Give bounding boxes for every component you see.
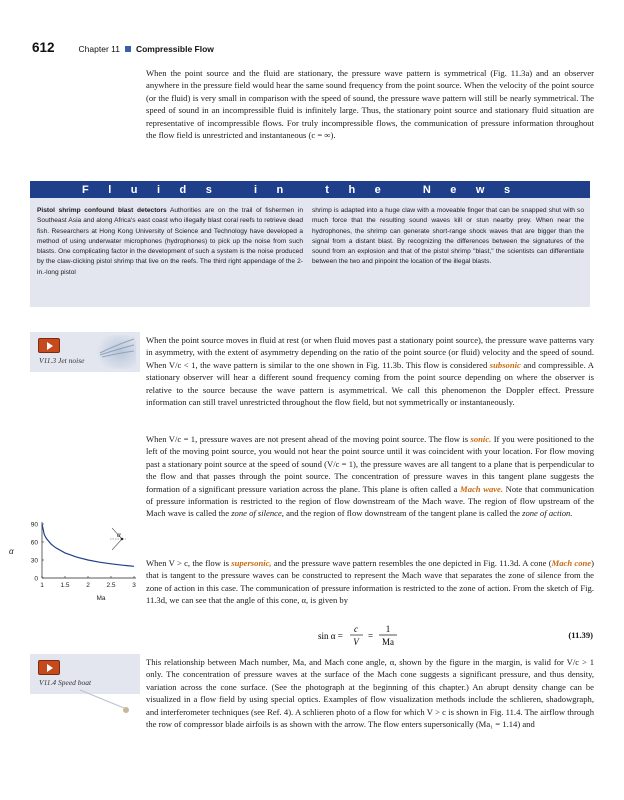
mach-angle-chart <box>0 512 140 607</box>
term-sonic: sonic. <box>470 434 492 444</box>
paragraph-1: When the point source and the fluid are stationary, the pressure wave pattern is symmetrical (Fig. 11.3a) and an observer anywhere in the pressure field would hear the same sound frequency from the point source. When the velocity of the point source (or the fluid) is very small in comparison with the speed of sound, the pressure wave pattern will still be nearly symmetrical. The speed of sound in an incompressible fluid is infinitely large. Thus, the stationary point source and stationary fluid situation are representative of incompressible flows. For truly incompressible flows, the communication of pressure information throughout the flow field is unrestricted and instantaneous (c = ∞). <box>146 68 594 141</box>
video-sidebar-jet-noise[interactable] <box>30 332 140 372</box>
chart-y-tick-label: 60 <box>30 539 38 547</box>
news-column-1 <box>37 206 303 278</box>
term-mach-wave: Mach wave. <box>460 483 504 494</box>
paragraph-2-text-b: and compressible. A stationary observer will hear a different sound frequency coming from the point source depending on where the observer is relative to the source because the wave pattern is asymmetrical. We call this phenomenon the Doppler effect. Pressure information can still travel unrestricted throughout the flow field, but not symmetrically or instantaneously. <box>146 359 595 408</box>
chapter-heading <box>79 44 214 54</box>
equation-den-1: V <box>353 637 359 647</box>
paragraph-4-text-b: and the pressure wave pattern resembles the one depicted in Fig. 11.3d. A cone ( <box>271 558 552 568</box>
play-icon[interactable] <box>38 338 60 353</box>
paragraph-2 <box>146 334 594 408</box>
paragraph-4-text-c: ) that is tangent to the pressure waves can be constructed to represent the Mach wave that separates the zone of silence from the zone of action in this case. The communication of pressure information is restricted to the zone of action. From the sketch of Fig. 11.3d, we can see that the angle of this cone, α, is given by <box>146 558 594 606</box>
inset-alpha-label: α <box>117 532 121 539</box>
term-supersonic: supersonic, <box>231 558 272 568</box>
chart-series-line <box>42 524 134 566</box>
paragraph-3-text-c: Note that communication of pressure information is restricted to the region of flow downstream of the Mach wave. The region of flow upstream of the Mach wave is called the <box>146 483 594 519</box>
news-box <box>30 198 590 307</box>
news-column-2: shrimp is adapted into a huge claw with a moveable finger that can be snapped shut with so much force that the resulting sound waves kill or stun nearby prey. When near the hydrophones, the shrimp can generate short-range shock waves that are bigger than the signal from a distant blast. By recognizing the differences between the signatures of the sound from an explosion and that of the pistol shrimp "blast," the scientists can differentiate between the two and pinpoint the location of the illegal blasts. <box>312 207 584 266</box>
chart-x-tick-label: 1.5 <box>60 582 70 589</box>
chart-x-tick-label: 2.5 <box>106 582 116 589</box>
news-headline: Pistol shrimp confound blast detectors <box>37 207 167 214</box>
page-header <box>32 40 214 56</box>
mach-cone-inset <box>110 528 126 550</box>
term-zone-of-silence: zone of silence, <box>231 508 284 519</box>
inset-cone-lower <box>112 539 122 550</box>
equation-equals: = <box>368 631 374 641</box>
inset-source-dot <box>121 538 123 540</box>
paragraph-3-text-b: If you were positioned to the left of the moving point source, you would not hear the point source until it was coincident with your location. For flow moving past a stationary point source at the speed of sound (V/c = 1), the pressure waves are all tangent to a plane that is perpendicular to the flow and that passes through the point source. The concentration of pressure waves in this tangent plane suggests the formation of a significant pressure variation across the plane. This plane is often called a <box>146 434 594 494</box>
chart-y-label: α <box>9 547 14 556</box>
chart-y-tick-label: 90 <box>30 521 38 529</box>
equation-11-39 <box>145 622 593 650</box>
paragraph-4-text-a: When V > c, the flow is <box>146 558 232 568</box>
chapter-title: Compressible Flow <box>135 44 214 54</box>
paragraph-3 <box>146 433 594 520</box>
equation-number: (11.39) <box>568 630 593 640</box>
term-zone-of-action: zone of action. <box>522 508 573 519</box>
chart-y-tick-label: 0 <box>34 575 38 583</box>
paragraph-2-text-a: When the point source moves in fluid at rest (or when fluid moves past a stationary point source), the pressure wave patterns vary in asymmetry, with the extent of asymmetry depending on the ratio of the point source (or fluid) velocity and the speed of sound. When V/c < 1, the wave pattern is similar to the one shown in Fig. 11.3b. This flow is considered <box>146 335 594 370</box>
equation-den-2: Ma <box>382 637 394 647</box>
paragraph-3-text-d: and the region of flow downstream of the tangent plane is called the <box>283 508 523 519</box>
speed-boat-thumbnail <box>78 684 142 720</box>
chart-x-tick-label: 2 <box>86 582 90 589</box>
chart-y-tick-label: 30 <box>30 557 38 565</box>
page-number: 612 <box>32 40 55 55</box>
jet-noise-thumbnail <box>96 335 136 369</box>
equation-num-2: 1 <box>385 624 391 634</box>
video-label: V11.4 Speed boat <box>39 678 92 687</box>
equation-num-1: c <box>354 624 358 634</box>
chart-x-label: Ma <box>96 595 106 602</box>
chart-x-tick-label: 3 <box>132 582 136 589</box>
video-label: V11.3 Jet noise <box>39 356 85 365</box>
news-banner <box>30 181 590 198</box>
play-icon[interactable] <box>38 660 60 675</box>
paragraph-4 <box>146 557 594 607</box>
term-mach-cone: Mach cone <box>551 558 592 568</box>
term-subsonic: subsonic <box>489 359 521 370</box>
equation-graphic <box>145 622 593 650</box>
chart-x-tick-label: 1 <box>40 582 44 589</box>
news-column-1-text: Authorities are on the trail of fishermen in Southeast Asia and along Africa's east coast who illegally blast coral reefs to retrieve dead fish. Researchers at Hong Kong University of Science and Technology have developed a method of using underwater microphones (hydrophones) to pick up the noise from such blasts. One complicating factor in the development of such a system is the noise produced by the claw-clicking pistol shrimp that live on the reefs. The third right appendage of the 2-in.-long pistol <box>37 207 303 276</box>
news-banner-title: Fluids in the News <box>82 183 530 196</box>
paragraph-5: This relationship between Mach number, Ma, and Mach cone angle, α, shown by the figure in the margin, is valid for V/c > 1 only. The concentration of pressure waves at the surface of the Mach cone suggests a significant pressure, and thus density, variation across the cone surface. (See the photograph at the beginning of this chapter.) An abrupt density change can be visualized in a flow field by using special optics. Examples of flow visualization methods include the schlieren, shadowgraph, and interferometer techniques (see Ref. 4). A schlieren photo of a flow for which V > c is shown in Fig. 11.4. The airflow through the row of compressor blade airfoils is as shown with the arrow. The flow enters supersonically (Ma₁ = 1.14) and <box>146 657 594 730</box>
square-bullet-icon <box>125 46 131 52</box>
chapter-label: Chapter 11 <box>78 44 120 54</box>
equation-lhs: sin α = <box>318 631 343 641</box>
paragraph-3-text-a: When V/c = 1, pressure waves are not present ahead of the moving point source. The flow is <box>146 434 471 444</box>
